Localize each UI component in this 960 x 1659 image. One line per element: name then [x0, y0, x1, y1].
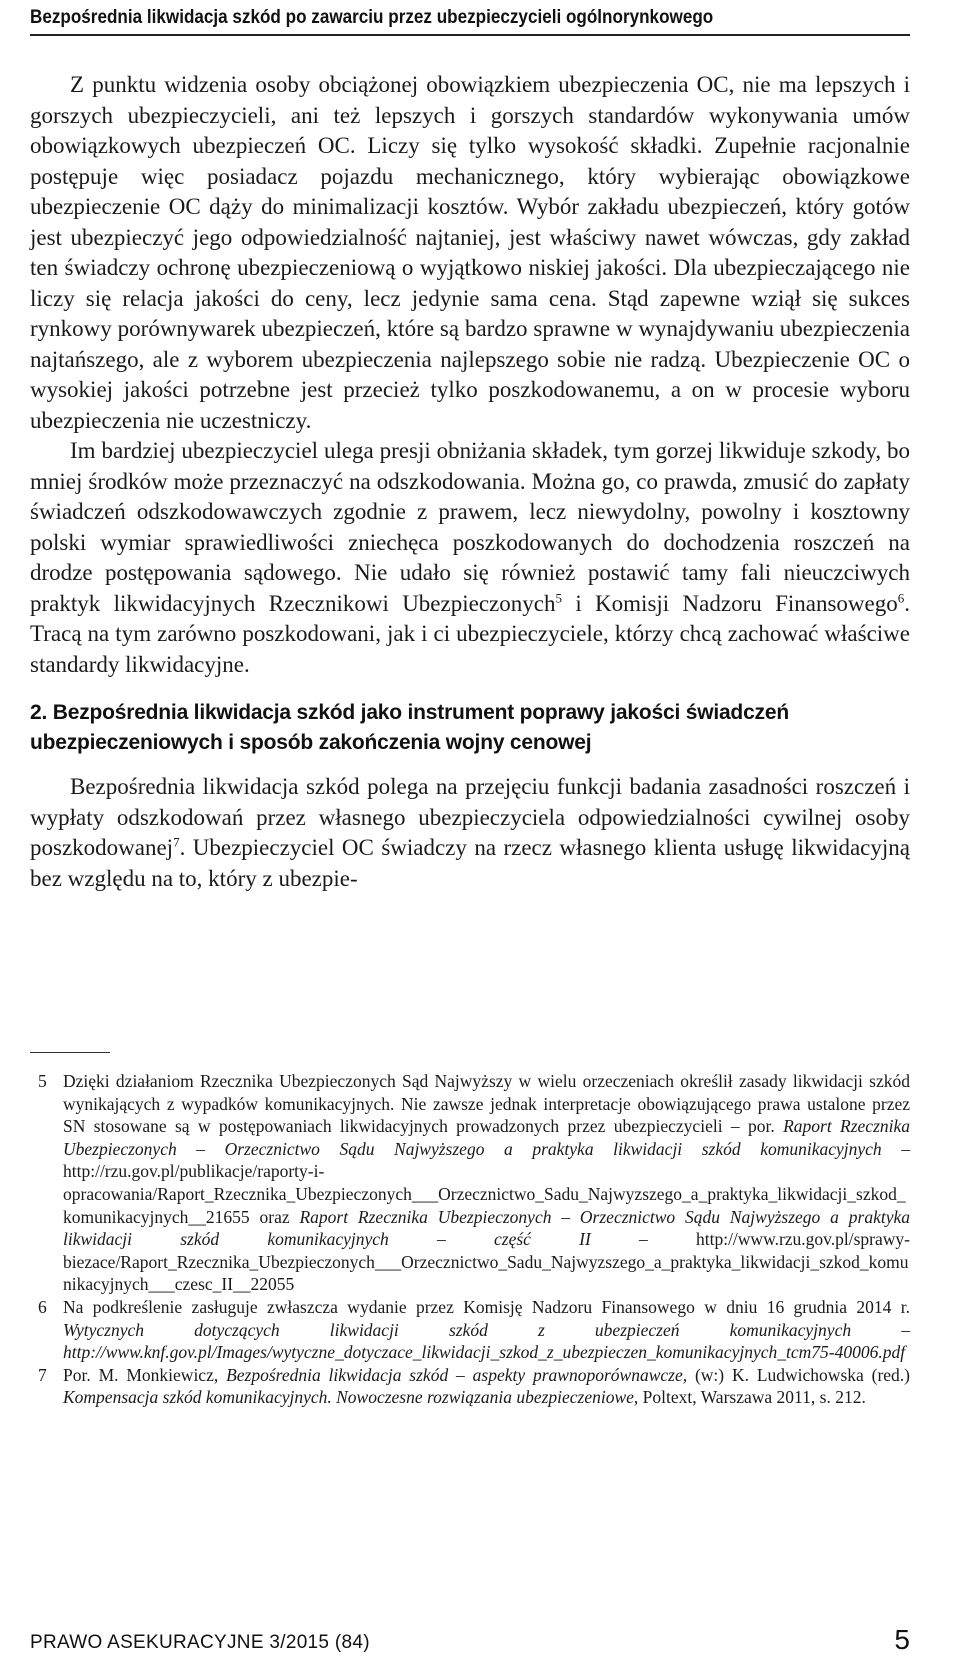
journal-title: PRAWO ASEKURACYJNE 3/2015 (84) [30, 1632, 370, 1653]
footnote-5-url-b[interactable]: – http://www.rzu.gov.pl/sprawy-biezace/Raport_Rzecznika_Ubezpieczonych___Orzecznictwo_Sadu_Najwyzszego_a_praktyka_likwidacji_szkod_komunikacyjnych___czesc_II__22055 [63, 1229, 910, 1295]
footnote-ref-6[interactable]: 6 [897, 589, 905, 605]
footnote-7-text-c: , Poltext, Warszawa 2011, s. 212. [633, 1387, 866, 1408]
footnote-7-text-a: Por. M. Monkiewicz, [63, 1364, 227, 1385]
footnote-5-text-a: Dzięki działaniom Rzecznika Ubezpieczonych Sąd Najwyższy w wielu orzeczeniach określił zasady likwidacji szkód wynikających z wypadków komunikacyjnych. Nie zawsze jednak interpretacje obowiązującego prawa ustalone przez SN stosowane są w postępowaniach likwidacyjnych prowadzonych przez ubezpieczycieli – por. [63, 1071, 910, 1137]
paragraph-2-part-c: . Tracą na tym zarówno poszkodowani, jak i ci ubezpieczyciele, którzy chcą zachować właściwe standardy likwidacyjne. [30, 590, 910, 677]
footnote-number: 7 [38, 1364, 47, 1385]
paragraph-2-part-b: i Komisji Nadzoru Finansowego [561, 590, 898, 616]
running-header: Bezpośrednia likwidacja szkód po zawarciu przez ubezpieczycieli ogólnorynkowego [30, 7, 714, 28]
footnote-5-url-a[interactable]: – http://rzu.gov.pl/publikacje/raporty-i-opracowania/Raport_Rzecznika_Ubezpieczonych___Orzecznictwo_Sadu_Najwyzszego_a_praktyka_likwidacji_szkod_komunikacyjnych__21655 [63, 1138, 910, 1227]
footnotes [30, 1070, 910, 1409]
paragraph-3-part-b: . Ubezpieczyciel OC świadczy na rzecz własnego klienta usługę likwidacyjną bez względu na to, który z ubezpie- [30, 835, 910, 891]
paragraph-3-part-a: Bezpośrednia likwidacja szkód polega na przejęciu funkcji badania zasadności roszczeń i wypłaty odszkodowań przez własnego ubezpieczyciela odpowiedzialności cywilnej osoby poszkodowanej [30, 774, 910, 860]
footnote-7-title-b: Kompensacja szkód komunikacyjnych. Nowoczesne rozwiązania ubezpieczeniowe [63, 1387, 634, 1408]
page-footer [30, 1620, 910, 1656]
footnote-rule [30, 1052, 110, 1053]
header-rule [30, 34, 910, 36]
footnote-6 [30, 1296, 910, 1364]
page-number: 5 [894, 1624, 910, 1655]
paragraph-2 [30, 436, 910, 680]
footnote-text [63, 1071, 910, 1294]
footnote-7-text-b: (w:) K. Ludwichowska (red.) [687, 1364, 910, 1385]
footnote-text [63, 1365, 910, 1408]
footnote-5-title-b: Raport Rzecznika Ubezpieczonych – Orzecznictwo Sądu Najwyższego a praktyka likwidacji szkód komunikacyjnych – część II [63, 1206, 910, 1250]
footnote-number: 5 [38, 1071, 47, 1091]
body-text [30, 70, 910, 894]
footnote-6-text-a: Na podkreślenie zasługuje zwłaszcza wydanie przez Komisję Nadzoru Finansowego w dniu 16 grudnia 2014 r. [63, 1296, 910, 1317]
paragraph-1: Z punktu widzenia osoby obciążonej obowiązkiem ubezpieczenia OC, nie ma lepszych i gorszych ubezpieczycieli, ani też lepszych i gorszych standardów wykonywania umów obowiązkowych ubezpieczeń OC. Liczy się tylko wysokość składki. Zupełnie racjonalnie postępuje więc posiadacz pojazdu mechanicznego, który wybierając obowiązkowe ubezpieczenie OC dąży do minimalizacji kosztów. Wybór zakładu ubezpieczeń, który gotów jest ubezpieczyć jego odpowiedzialność najtaniej, jest właściwy nawet wówczas, gdy zakład ten świadczy ochronę ubezpieczeniową o wyjątkowo niskiej jakości. Dla ubezpieczającego nie liczy się relacja jakości do ceny, lecz jedynie sama cena. Stąd zapewne wziął się sukces rynkowy porównywarek ubezpieczeń, które są bardzo sprawne w wynajdywaniu ubezpieczenia najtańszego, ale z wyborem ubezpieczenia najlepszego sobie nie radzą. Ubezpieczenie OC o wysokiej jakości potrzebne jest przecież tylko poszkodowanemu, a on w procesie wyboru ubezpieczenia nie uczestniczy. [30, 72, 910, 433]
footnote-5-title-a: Raport Rzecznika Ubezpieczonych – Orzecznictwo Sądu Najwyższego a praktyka likwidacji szkód komunikacyjnych [63, 1116, 911, 1159]
section-heading: 2. Bezpośrednia likwidacja szkód jako instrument poprawy jakości świadczeń ubezpieczeniowych i sposób zakończenia wojny cenowej [30, 701, 789, 754]
document-page [30, 0, 910, 1659]
footnote-5 [30, 1070, 910, 1296]
footnote-ref-5[interactable]: 5 [555, 589, 562, 605]
footnote-5-joiner: oraz [249, 1206, 300, 1227]
footnote-text [63, 1297, 910, 1362]
footnote-number: 6 [38, 1296, 47, 1317]
footnote-ref-7[interactable]: 7 [173, 834, 180, 850]
footnote-7 [30, 1364, 910, 1409]
paragraph-2-part-a: Im bardziej ubezpieczyciel ulega presji obniżania składek, tym gorzej likwiduje szkody, bo mniej środków może przeznaczyć na odszkodowania. Można go, co prawda, zmusić do zapłaty świadczeń odszkodowawczych zgodnie z prawem, lecz niewydolny, powolny i kosztowny polski wymiar sprawiedliwości zniechęca poszkodowanych do dochodzenia roszczeń na drodze postępowania sądowego. Nie udało się również postawić tamy fali nieuczciwych praktyk likwidacyjnych Rzecznikowi Ubezpieczonych [30, 438, 910, 616]
footnote-6-title[interactable]: Wytycznych dotyczących likwidacji szkód z ubezpieczeń komunikacyjnych – http://www.knf.gov.pl/Images/wytyczne_dotyczace_likwidacji_szkod_z_ubezpieczen_komunikacyjnych_tcm75-40006.pdf [63, 1319, 910, 1363]
paragraph-3 [30, 772, 910, 894]
footnote-7-title-a: Bezpośrednia likwidacja szkód – aspekty prawnoporównawcze, [226, 1364, 688, 1385]
